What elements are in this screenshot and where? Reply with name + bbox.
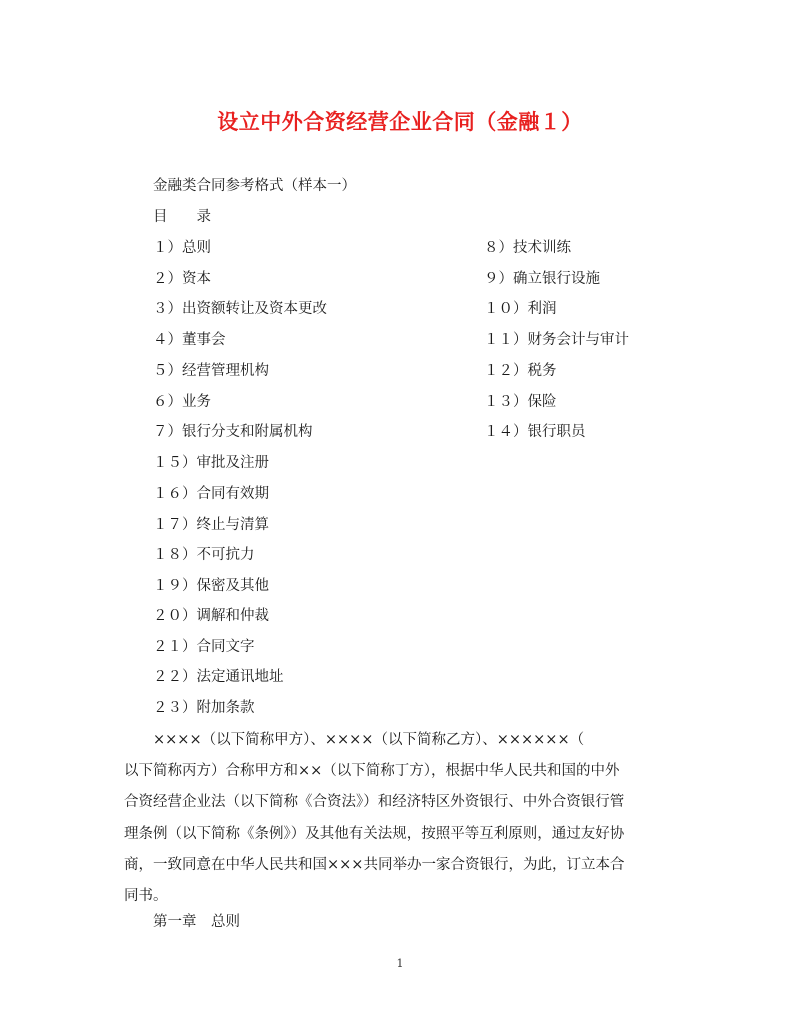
toc-item: ２０）调解和仲裁 bbox=[153, 608, 269, 624]
paragraph-line: 以下简称丙方）合称甲方和××（以下简称丁方），根据中华人民共和国的中外 bbox=[124, 763, 620, 780]
toc-item: １５）审批及注册 bbox=[153, 455, 269, 471]
page-number: 1 bbox=[396, 957, 404, 970]
toc-item: ３）出资额转让及资本更改 bbox=[153, 301, 327, 317]
toc-item: １３）保险 bbox=[484, 394, 557, 410]
toc-item: ５）经营管理机构 bbox=[153, 363, 269, 379]
toc-item: ７）银行分支和附属机构 bbox=[153, 424, 313, 440]
toc-item: １７）终止与清算 bbox=[153, 517, 269, 533]
toc-item: １）总则 bbox=[153, 240, 211, 256]
toc-item: １１）财务会计与审计 bbox=[484, 332, 629, 348]
toc-item: ２）资本 bbox=[153, 271, 211, 287]
toc-item: ９）确立银行设施 bbox=[484, 271, 600, 287]
toc-item: ２３）附加条款 bbox=[153, 700, 255, 716]
toc-item: ８）技术训练 bbox=[484, 240, 571, 256]
toc-item: ４）董事会 bbox=[153, 332, 226, 348]
document-subtitle: 金融类合同参考格式（样本一） bbox=[153, 178, 356, 194]
paragraph-line: 同书。 bbox=[124, 888, 168, 905]
toc-item: ２１）合同文字 bbox=[153, 639, 255, 655]
toc-item: ２２）法定通讯地址 bbox=[153, 669, 284, 685]
toc-item: １８）不可抗力 bbox=[153, 547, 255, 563]
paragraph-line: ××××（以下简称甲方）、××××（以下简称乙方）、××××××（ bbox=[153, 732, 585, 748]
document-title: 设立中外合资经营企业合同（金融１） bbox=[217, 109, 583, 134]
chapter-heading: 第一章 总则 bbox=[153, 914, 240, 930]
toc-item: １６）合同有效期 bbox=[153, 486, 269, 502]
preamble-paragraph bbox=[124, 725, 676, 912]
paragraph-line: 商，一致同意在中华人民共和国×××共同举办一家合资银行，为此，订立本合 bbox=[124, 856, 625, 873]
paragraph-line: 理条例（以下简称《条例》）及其他有关法规，按照平等互利原则，通过友好协 bbox=[124, 825, 625, 842]
toc-item: １４）银行职员 bbox=[484, 424, 586, 440]
toc-item: １９）保密及其他 bbox=[153, 578, 269, 594]
toc-item: １０）利润 bbox=[484, 301, 557, 317]
toc-item: ６）业务 bbox=[153, 394, 211, 410]
toc-heading: 目 录 bbox=[153, 209, 211, 225]
toc-item: １２）税务 bbox=[484, 363, 557, 379]
paragraph-line: 合资经营企业法（以下简称《合资法》）和经济特区外资银行、中外合资银行管 bbox=[124, 794, 625, 811]
